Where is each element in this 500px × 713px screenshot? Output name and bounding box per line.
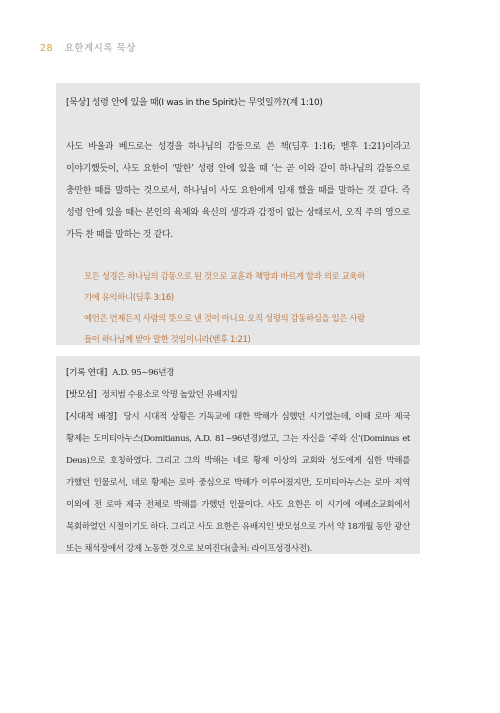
quote-line: 기에 유익하니(딤후 3:16) [84,292,174,302]
place-row [66,384,410,406]
context-row [66,406,410,560]
quote-line: 모든 성경은 하나님의 감동으로 된 것으로 교훈과 책망과 바르게 함과 의로 교육하 [84,271,365,281]
page-number: 28 [40,43,54,54]
date-text: A.D. 95~96년경 [109,368,175,378]
place-label: [밧모섬] [66,390,97,400]
context-label: [시대적 배경] [66,412,117,422]
page-header [40,40,136,54]
meditation-question [66,95,410,108]
quote-line: 들이 하나님께 받아 말한 것임이니라(벧후 1:21) [84,334,251,344]
book-title: 요한계시록 묵상 [64,43,136,54]
place-text: 정치범 수용소로 악명 높았던 유배지임 [99,390,238,400]
date-row [66,362,410,384]
meditation-box [56,83,420,345]
date-label: [기록 연대] [66,368,107,378]
quote-line: 예언은 언제든지 사람의 뜻으로 낸 것이 아니요 오직 성령의 감동하심을 입은 사람 [84,313,365,323]
context-text: 당시 시대적 상황은 기독교에 대한 박해가 심했던 시기였는데, 이때 로마 제국 황제는 도미티아누스(Domitianus, A.D. 81~96년경)였고, 그는 자신을 ‘주와 신’(Dominus et Deus)으로 호칭하였다. 그리고 그의 박해는 네로 황제 이상의 교회와 성도에게 심한 박해를 가했던 인물로서, 네로 황제는 로마 중심으로 박해가 이루어졌지만, 도미티아누스는 로마 지역 이외에 전 로마 제국 전체로 박해를 가했던 인물이다. 사도 요한은 이 시기에 에베소교회에서 목회하였던 시절이기도 하다. 그리고 사도 요한은 유배지인 밧모섬으로 가서 약 18개월 동안 광산 또는 채석장에서 강제 노동한 것으로 보여진다(출처: 라이프성경사전). [66,412,410,554]
meditation-body: 사도 바울과 베드로는 성경을 하나님의 감동으로 쓴 책(딤후 1:16; 벧후 1:21)이라고 이야기했듯이, 사도 요한이 ‘말한’ 성령 안에 있을 때 ’는 곧 이와 같이 하나님의 감동으로 충만한 때를 말하는 것으로서, 하나님이 사도 요한에게 임재 했을 때를 말하는 것 같다. 즉 성령 안에 있을 때는 본인의 육체와 육신의 생각과 감정이 없는 상태로서, 오직 주의 영으로 가득 찬 때를 말하는 것 같다. [66,142,410,240]
meditation-question-text: 성령 안에 있을 때(I was in the Spirit)는 무엇일까?(계 1:10) [89,98,323,108]
background-box [56,356,420,554]
scripture-quote [66,266,410,350]
meditation-tag: [묵상] [66,98,90,108]
